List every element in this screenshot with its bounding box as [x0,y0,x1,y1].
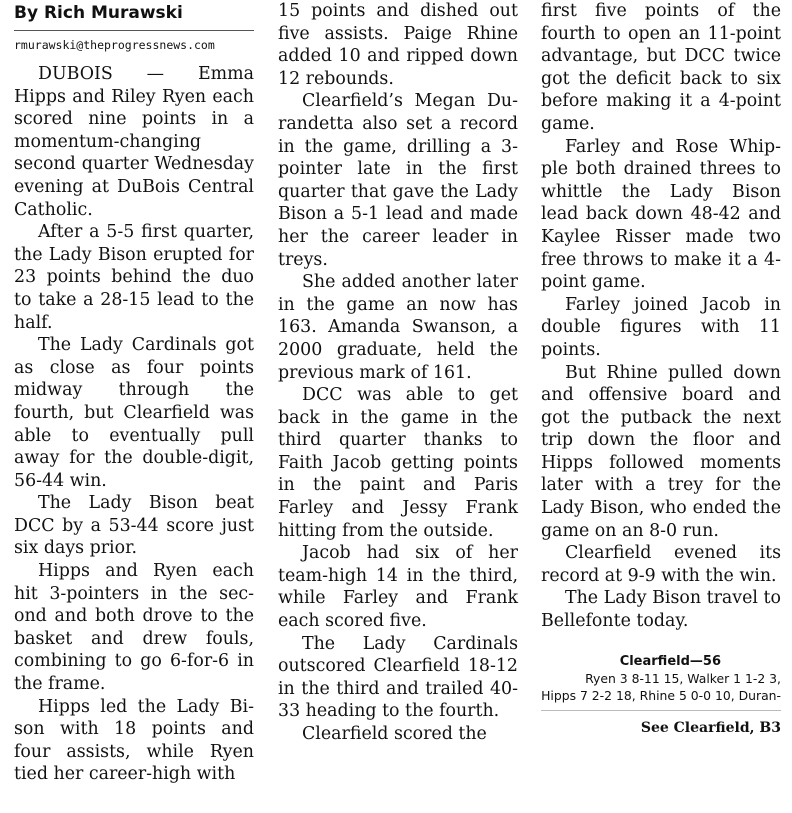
paragraph: Farley and Rose Whipple both drained threes to whittle the Lady Bison lead back down 48-42 and Kaylee Risser made two free throws to make it a 4-point game. [541,136,781,293]
paragraph: DUBOIS — Emma Hipps and Riley Ryen each scored nine points in a momentum-changing second quarter Wednesday evening at DuBois Central Catholic. [14,64,254,220]
article-column-2 [278,0,518,746]
paragraph: The Lady Bison beat DCC by a 53-44 score just six days prior. [14,493,254,559]
paragraph: Clearfield’s Megan Durandetta also set a record in the game, drilling a 3-pointer late in the first quarter that gave the Lady Bison a 5-1 lead and made her the career leader in treys. [278,91,518,270]
author-email[interactable]: rmurawski@theprogressnews.com [14,38,215,52]
paragraph-continuation: first five points of the fourth to open an 11-point advantage, but DCC twice got the deficit back to six before making it a 4-point game. [541,1,781,134]
box-score-line: Ryen 3 8-11 15, Walker 1 1-2 3, [585,670,781,686]
paragraph: Hipps and Ryen each hit 3-pointers in the second and both drove to the basket and drew fouls, combining to go 6-for-6 in the frame. [14,561,254,695]
paragraph: DCC was able to get back in the game in the third quarter thanks to Faith Jacob getting points in the paint and Paris Farley and Jessy Frank hitting from the outside. [278,385,518,541]
box-score [541,653,781,704]
paragraph: The Lady Cardinals outscored Clearfield 18-12 in the third and trailed 40-33 heading to the fourth. [278,633,518,722]
jump-link[interactable]: See Clearfield, B3 [541,710,781,740]
box-score-line: Hipps 7 2-2 18, Rhine 5 0-0 10, Duran- [541,687,781,703]
paragraph: Jacob had six of her team-high 14 in the third, while Farley and Frank each scored five. [278,543,518,632]
paragraph: Clearfield evened its record at 9-9 with the win. [541,543,781,586]
paragraph: Clearfield scored the [302,724,487,744]
paragraph: After a 5-5 first quarter, the Lady Bison erupted for 23 points behind the duo to take a 28-15 lead to the half. [14,222,254,333]
paragraph: Hipps led the Lady Bison with 18 points and four assists, while Ryen tied her career-high with [14,696,254,785]
paragraph: Farley joined Jacob in double figures with 11 points. [541,294,781,360]
paragraph: But Rhine pulled down and offensive board and got the putback the next trip down the floor and Hipps followed moments later with a trey for the Lady Bison, who ended the game on an 8-0 run. [541,362,781,541]
paragraph: She added another later in the game an now has 163. Amanda Swanson, a 2000 graduate, held the previous mark of 161. [278,272,518,383]
article-column-3 [541,0,781,739]
paragraph: The Lady Bison travel to Bellefonte today. [541,588,781,632]
paragraph-continuation: 15 points and dished out five assists. Paige Rhine added 10 and ripped down 12 rebounds. [278,1,518,89]
byline: By Rich Murawski [14,2,254,31]
box-score-heading: Clearfield—56 [619,653,721,669]
article-column-1 [14,0,254,786]
paragraph: The Lady Cardinals got as close as four points midway through the fourth, but Clearfield was able to eventually pull away for the double-digit, 56-44 win. [14,335,254,491]
